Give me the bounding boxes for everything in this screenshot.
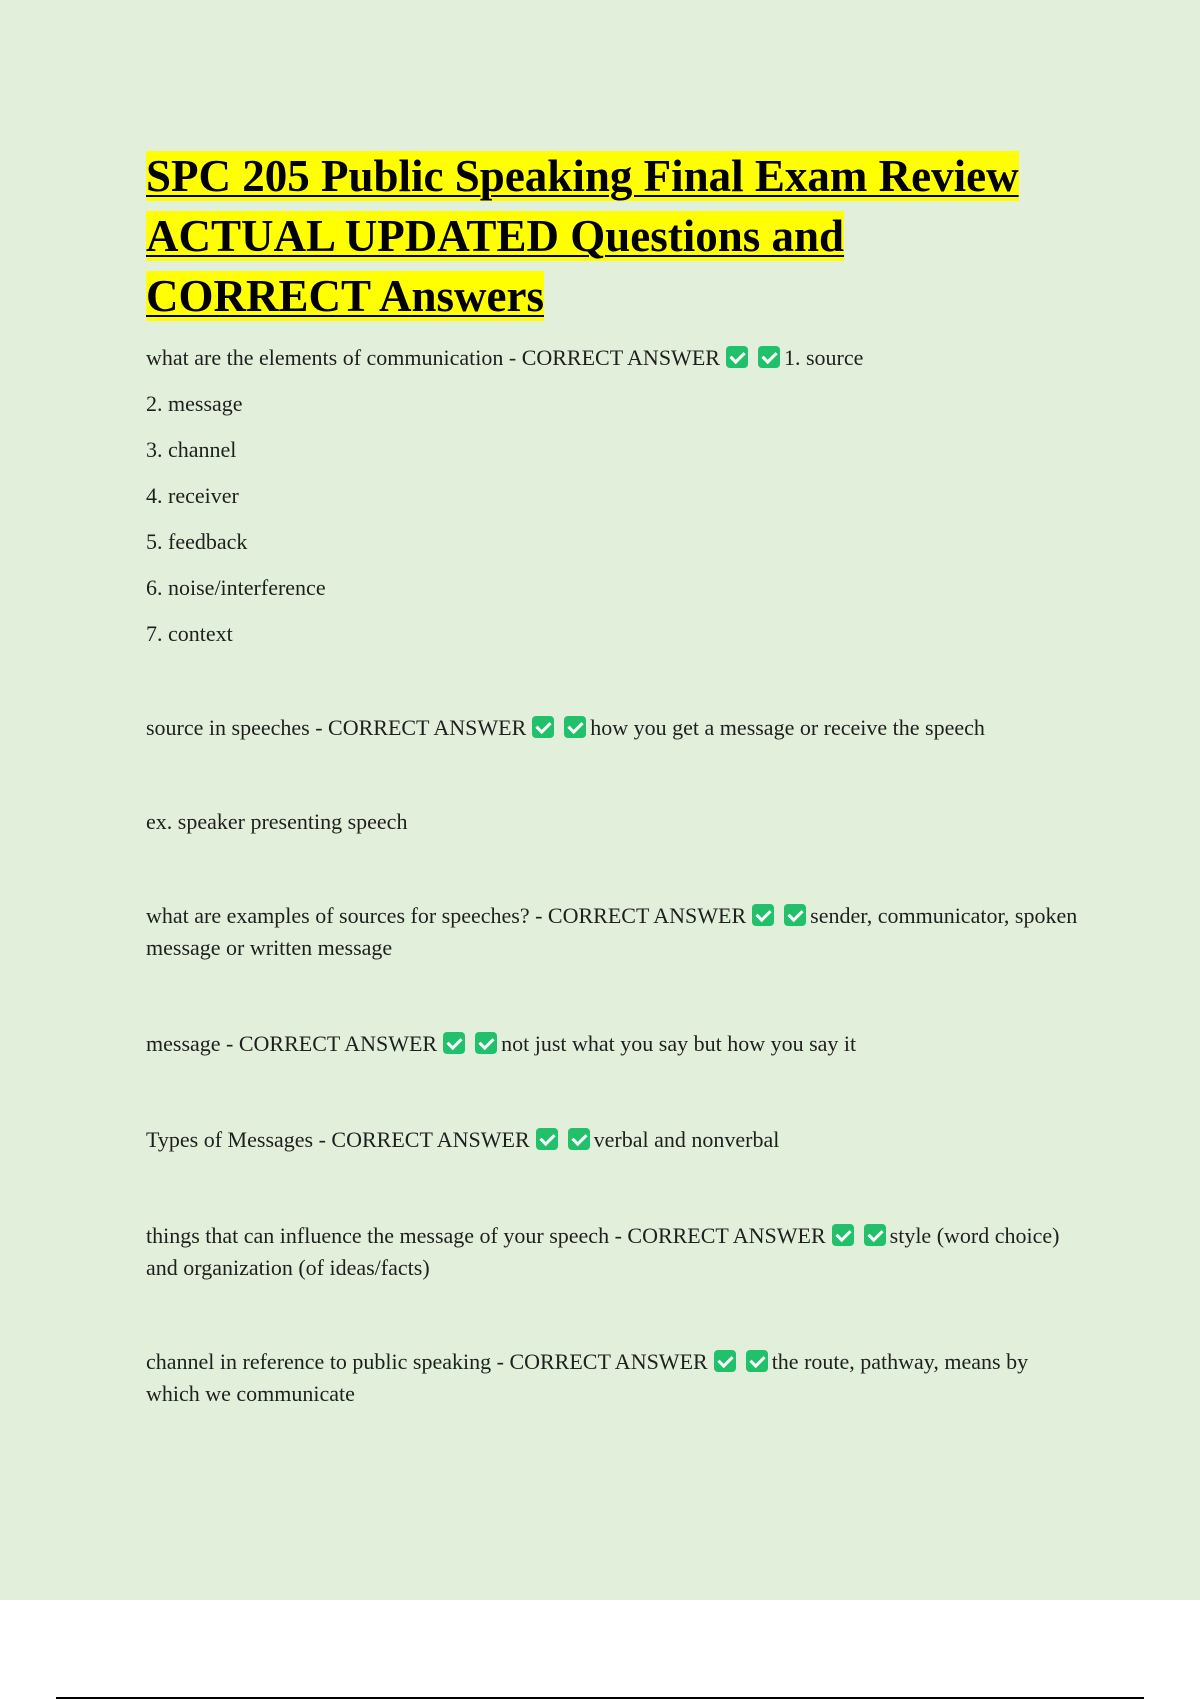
check-mark-icon — [746, 1350, 768, 1372]
question-text: things that can influence the message of your speech - CORRECT ANSWER — [146, 1223, 826, 1248]
qa-item — [146, 712, 1086, 744]
title-line-3: CORRECT Answers — [146, 271, 544, 321]
check-mark-icon — [784, 904, 806, 926]
list-line: 2. message — [146, 391, 243, 416]
question-text: what are examples of sources for speeches? - CORRECT ANSWER — [146, 903, 747, 928]
qa-item — [146, 1220, 1086, 1284]
qa-list — [146, 342, 1086, 1410]
check-mark-icon — [568, 1128, 590, 1150]
answer-text: 1. source — [783, 345, 864, 370]
list-line: 5. feedback — [146, 529, 248, 554]
check-mark-icon — [832, 1224, 854, 1246]
check-mark-icon — [752, 904, 774, 926]
check-mark-icon — [864, 1224, 886, 1246]
qa-item — [146, 1028, 1086, 1060]
list-line: 3. channel — [146, 437, 237, 462]
document-content — [146, 146, 1086, 1410]
title-line-1: SPC 205 Public Speaking Final Exam Review — [146, 151, 1019, 201]
title-line-2: ACTUAL UPDATED Questions and — [146, 211, 845, 261]
qa-item — [146, 342, 1086, 374]
answer-text: how you get a message or receive the speech — [590, 715, 985, 740]
answer-text: the route, pathway, means by which we communicate — [146, 1349, 1029, 1406]
check-mark-icon — [714, 1350, 736, 1372]
footer-divider — [56, 1697, 1144, 1699]
document-title — [146, 146, 1086, 326]
list-line: 7. context — [146, 621, 233, 646]
question-text: channel in reference to public speaking - CORRECT ANSWER — [146, 1349, 708, 1374]
check-mark-icon — [536, 1128, 558, 1150]
list-line: 4. receiver — [146, 483, 239, 508]
example-line: ex. speaker presenting speech — [146, 809, 408, 834]
qa-item — [146, 900, 1086, 964]
question-text: message - CORRECT ANSWER — [146, 1031, 438, 1056]
question-text: source in speeches - CORRECT ANSWER — [146, 715, 527, 740]
answer-text: sender, communicator, spoken message or written message — [146, 903, 1078, 960]
check-mark-icon — [758, 346, 780, 368]
question-text: what are the elements of communication - CORRECT ANSWER — [146, 345, 720, 370]
check-mark-icon — [475, 1032, 497, 1054]
answer-text: verbal and nonverbal — [593, 1127, 780, 1152]
question-text: Types of Messages - CORRECT ANSWER — [146, 1127, 530, 1152]
check-mark-icon — [532, 716, 554, 738]
answer-text: not just what you say but how you say it — [501, 1031, 857, 1056]
list-line: 6. noise/interference — [146, 575, 326, 600]
answer-text: style (word choice) and organization (of ideas/facts) — [146, 1223, 1060, 1280]
check-mark-icon — [726, 346, 748, 368]
qa-item — [146, 1124, 1086, 1156]
qa-item — [146, 1346, 1086, 1410]
check-mark-icon — [564, 716, 586, 738]
check-mark-icon — [443, 1032, 465, 1054]
